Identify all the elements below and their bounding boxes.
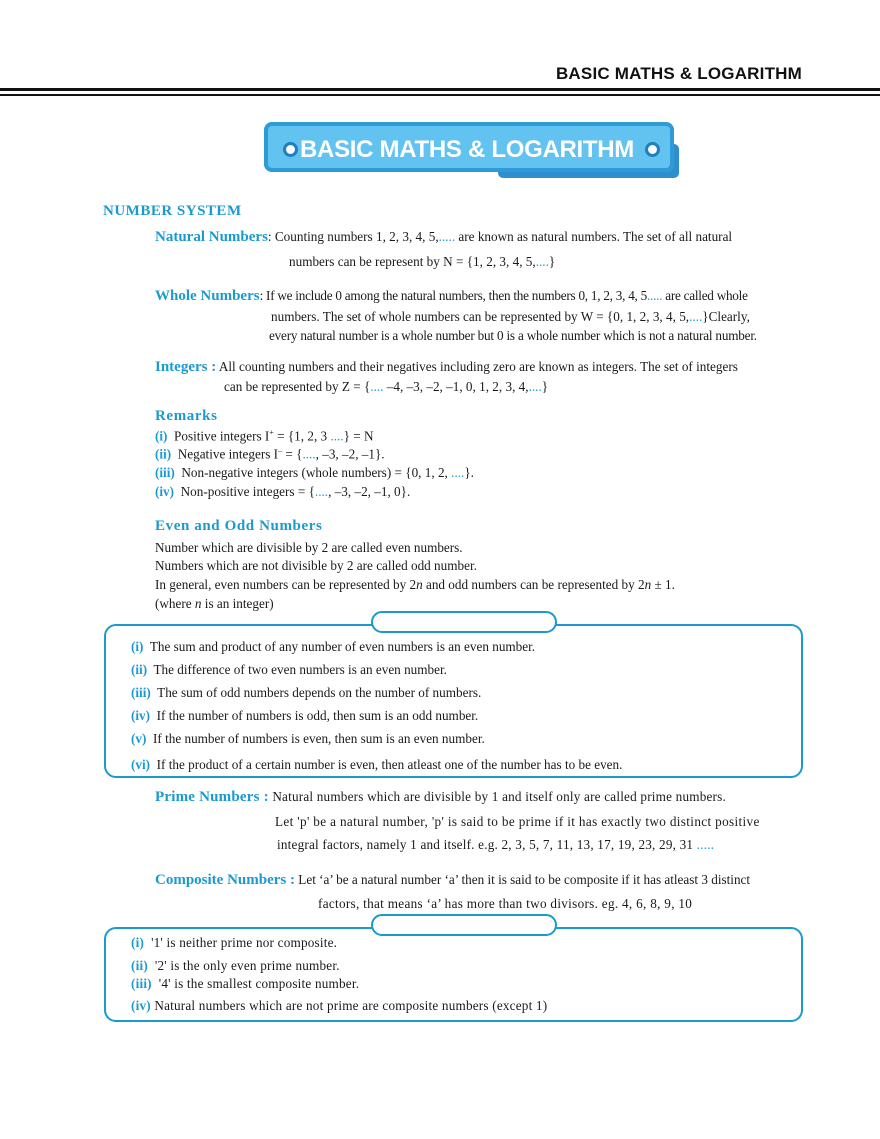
box-tab	[371, 914, 557, 936]
even-odd-line: Numbers which are not divisible by 2 are called odd number.	[155, 558, 477, 573]
property-item: (i) The sum and product of any number of even numbers is an even number.	[131, 639, 536, 654]
whole-numbers-term: Whole Numbers	[155, 288, 260, 304]
prime-numbers-term: Prime Numbers :	[155, 789, 269, 805]
natural-numbers-term: Natural Numbers	[155, 229, 268, 245]
box-tab	[371, 611, 557, 633]
section-title: NUMBER SYSTEM	[103, 203, 242, 219]
even-odd-line: In general, even numbers can be represented by 2n and odd numbers can be represented by 2n ± 1.	[155, 577, 675, 592]
remark-item: (iii) Non-negative integers (whole numbers) = {0, 1, 2, ....}.	[155, 465, 474, 480]
composite-numbers-line2: factors, that means ‘a’ has more than two divisors. eg. 4, 6, 8, 9, 10	[318, 896, 693, 911]
integers-para: Integers : All counting numbers and their negatives including zero are known as integers. The set of integers	[155, 359, 738, 375]
composite-numbers-term: Composite Numbers :	[155, 872, 295, 888]
remark-item: (i) Positive integers I+ = {1, 2, 3 ....} = N	[155, 428, 374, 444]
prime-numbers-line2: Let 'p' be a natural number, 'p' is said to be prime if it has exactly two distinct positive	[275, 814, 760, 829]
remarks-title: Remarks	[155, 408, 218, 424]
remark-item: (ii) Negative integers I– = {...., –3, –2, –1}.	[155, 446, 385, 462]
property-item: (vi) If the product of a certain number is even, then atleast one of the number has to be even.	[131, 757, 623, 772]
integers-line2: can be represented by Z = {.... –4, –3, –2, –1, 0, 1, 2, 3, 4,....}	[224, 379, 549, 394]
header-rule-thin	[0, 94, 880, 96]
banner-left-bullet-icon	[283, 142, 298, 157]
composite-numbers-para: Composite Numbers : Let ‘a’ be a natural number ‘a’ then it is said to be composite if it has atleast 3 distinct	[155, 872, 751, 888]
fact-item: (iv) Natural numbers which are not prime are composite numbers (except 1)	[131, 998, 548, 1013]
even-odd-title: Even and Odd Numbers	[155, 518, 323, 534]
natural-numbers-line2: numbers can be represent by N = {1, 2, 3, 4, 5,....}	[289, 254, 556, 269]
property-item: (iv) If the number of numbers is odd, then sum is an odd number.	[131, 708, 479, 723]
even-odd-line: (where n is an integer)	[155, 596, 274, 611]
property-item: (ii) The difference of two even numbers is an even number.	[131, 662, 447, 677]
chapter-title: BASIC MATHS & LOGARITHM	[300, 136, 634, 163]
prime-numbers-line3: integral factors, namely 1 and itself. e.g. 2, 3, 5, 7, 11, 13, 17, 19, 23, 29, 31 .....	[277, 837, 715, 852]
integers-term: Integers :	[155, 359, 217, 375]
property-item: (iii) The sum of odd numbers depends on the number of numbers.	[131, 685, 482, 700]
fact-item: (ii) '2' is the only even prime number.	[131, 958, 340, 973]
running-header: BASIC MATHS & LOGARITHM	[555, 64, 802, 83]
fact-item: (iii) '4' is the smallest composite number.	[131, 976, 360, 991]
whole-numbers-para: Whole Numbers: If we include 0 among the natural numbers, then the numbers 0, 1, 2, 3, 4, 5..... are called whole	[155, 288, 748, 304]
header-rule-thick	[0, 88, 880, 91]
banner-right-bullet-icon	[645, 142, 660, 157]
even-odd-line: Number which are divisible by 2 are called even numbers.	[155, 540, 463, 555]
natural-numbers-para: Natural Numbers: Counting numbers 1, 2, 3, 4, 5,..... are known as natural numbers. The set of all natural	[155, 229, 733, 245]
fact-item: (i) '1' is neither prime nor composite.	[131, 935, 338, 950]
whole-numbers-line2: numbers. The set of whole numbers can be represented by W = {0, 1, 2, 3, 4, 5,....}Clearly,	[271, 309, 750, 324]
property-item: (v) If the number of numbers is even, then sum is an even number.	[131, 731, 485, 746]
prime-numbers-para: Prime Numbers : Natural numbers which are divisible by 1 and itself only are called prime numbers.	[155, 789, 726, 805]
whole-numbers-line3: every natural number is a whole number but 0 is a whole number which is not a natural number.	[269, 328, 757, 343]
remark-item: (iv) Non-positive integers = {...., –3, –2, –1, 0}.	[155, 484, 411, 499]
